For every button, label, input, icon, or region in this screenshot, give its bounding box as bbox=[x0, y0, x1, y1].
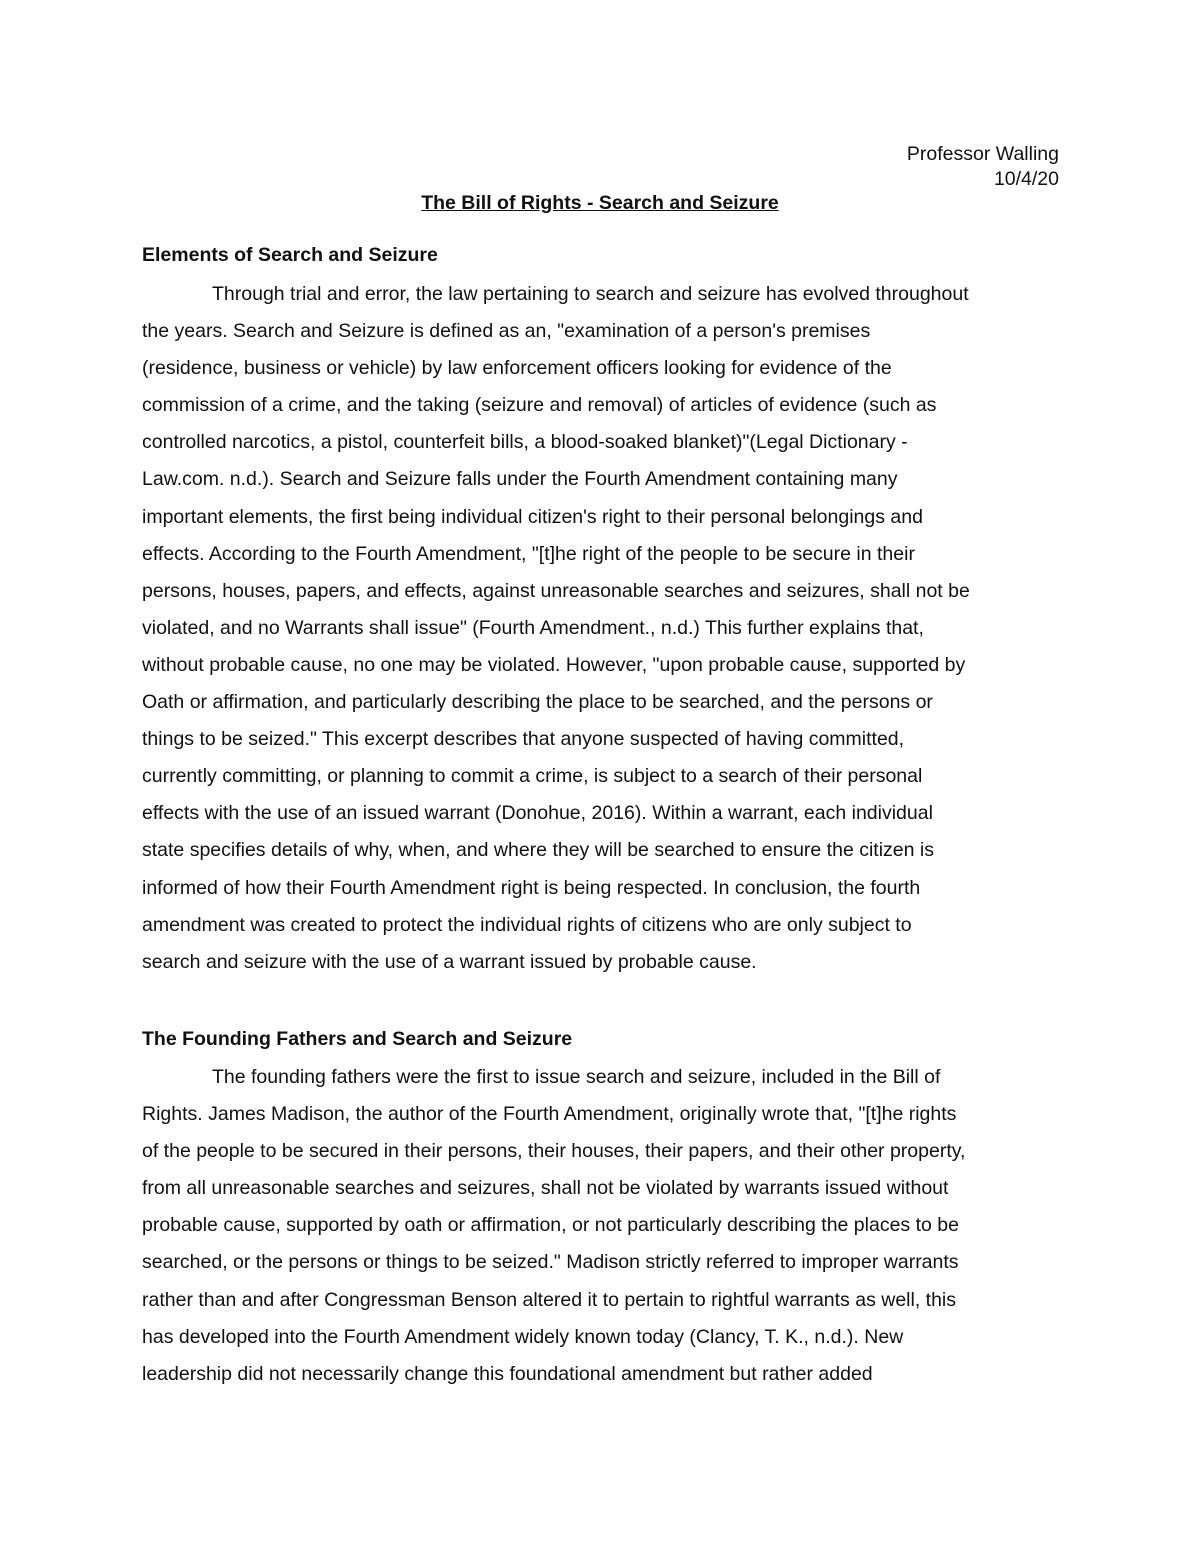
body-line: informed of how their Fourth Amendment right is being respected. In conclusion, the fourth bbox=[142, 876, 921, 899]
document-date: 10/4/20 bbox=[993, 168, 1059, 190]
section-body-founding-fathers bbox=[142, 1065, 1072, 1399]
section-heading-founding-fathers: The Founding Fathers and Search and Seizure bbox=[142, 1028, 573, 1050]
body-line: rather than and after Congressman Benson altered it to pertain to rightful warrants as well, this bbox=[142, 1288, 957, 1311]
body-line: probable cause, supported by oath or affirmation, or not particularly describing the places to be bbox=[142, 1214, 959, 1237]
body-line: state specifies details of why, when, and where they will be searched to ensure the citizen is bbox=[142, 839, 934, 862]
body-line: (residence, business or vehicle) by law enforcement officers looking for evidence of the bbox=[142, 357, 892, 380]
body-line: searched, or the persons or things to be seized." Madison strictly referred to improper warrants bbox=[142, 1251, 959, 1274]
body-line: violated, and no Warrants shall issue" (Fourth Amendment., n.d.) This further explains that, bbox=[142, 616, 924, 639]
body-line: the years. Search and Seizure is defined as an, "examination of a person's premises bbox=[142, 320, 871, 343]
body-line: has developed into the Fourth Amendment widely known today (Clancy, T. K., n.d.). New bbox=[142, 1325, 904, 1348]
body-line: controlled narcotics, a pistol, counterfeit bills, a blood-soaked blanket)"(Legal Dictionary - bbox=[142, 431, 908, 454]
body-line: The founding fathers were the first to issue search and seizure, included in the Bill of bbox=[212, 1066, 941, 1088]
document-title: The Bill of Rights - Search and Seizure bbox=[421, 192, 779, 214]
body-line: Rights. James Madison, the author of the Fourth Amendment, originally wrote that, "[t]he rights bbox=[142, 1103, 957, 1126]
body-line: things to be seized." This excerpt describes that anyone suspected of having committed, bbox=[142, 728, 905, 751]
body-line: currently committing, or planning to commit a crime, is subject to a search of their personal bbox=[142, 765, 923, 788]
body-line: Oath or affirmation, and particularly describing the place to be searched, and the persons or bbox=[142, 691, 933, 714]
body-line: from all unreasonable searches and seizures, shall not be violated by warrants issued without bbox=[142, 1177, 949, 1200]
body-line: persons, houses, papers, and effects, against unreasonable searches and seizures, shall not be bbox=[142, 579, 970, 602]
body-line: important elements, the first being individual citizen's right to their personal belongings and bbox=[142, 505, 923, 528]
body-line: Law.com. n.d.). Search and Seizure falls under the Fourth Amendment containing many bbox=[142, 468, 898, 491]
professor-name: Professor Walling bbox=[906, 143, 1059, 165]
body-line: effects. According to the Fourth Amendment, "[t]he right of the people to be secure in their bbox=[142, 542, 915, 565]
body-line: effects with the use of an issued warrant (Donohue, 2016). Within a warrant, each individual bbox=[142, 802, 933, 825]
body-line: without probable cause, no one may be violated. However, "upon probable cause, supported by bbox=[142, 653, 966, 676]
section-heading-elements: Elements of Search and Seizure bbox=[142, 244, 438, 266]
header-block bbox=[907, 142, 1059, 192]
body-line: search and seizure with the use of a warrant issued by probable cause. bbox=[142, 950, 757, 973]
body-line: Through trial and error, the law pertaining to search and seizure has evolved throughout bbox=[212, 283, 969, 305]
section-body-elements bbox=[142, 282, 1072, 987]
body-line: commission of a crime, and the taking (seizure and removal) of articles of evidence (such as bbox=[142, 394, 937, 417]
body-line: amendment was created to protect the individual rights of citizens who are only subject to bbox=[142, 913, 912, 936]
body-line: leadership did not necessarily change this foundational amendment but rather added bbox=[142, 1362, 873, 1385]
body-line: of the people to be secured in their persons, their houses, their papers, and their other property, bbox=[142, 1140, 966, 1163]
